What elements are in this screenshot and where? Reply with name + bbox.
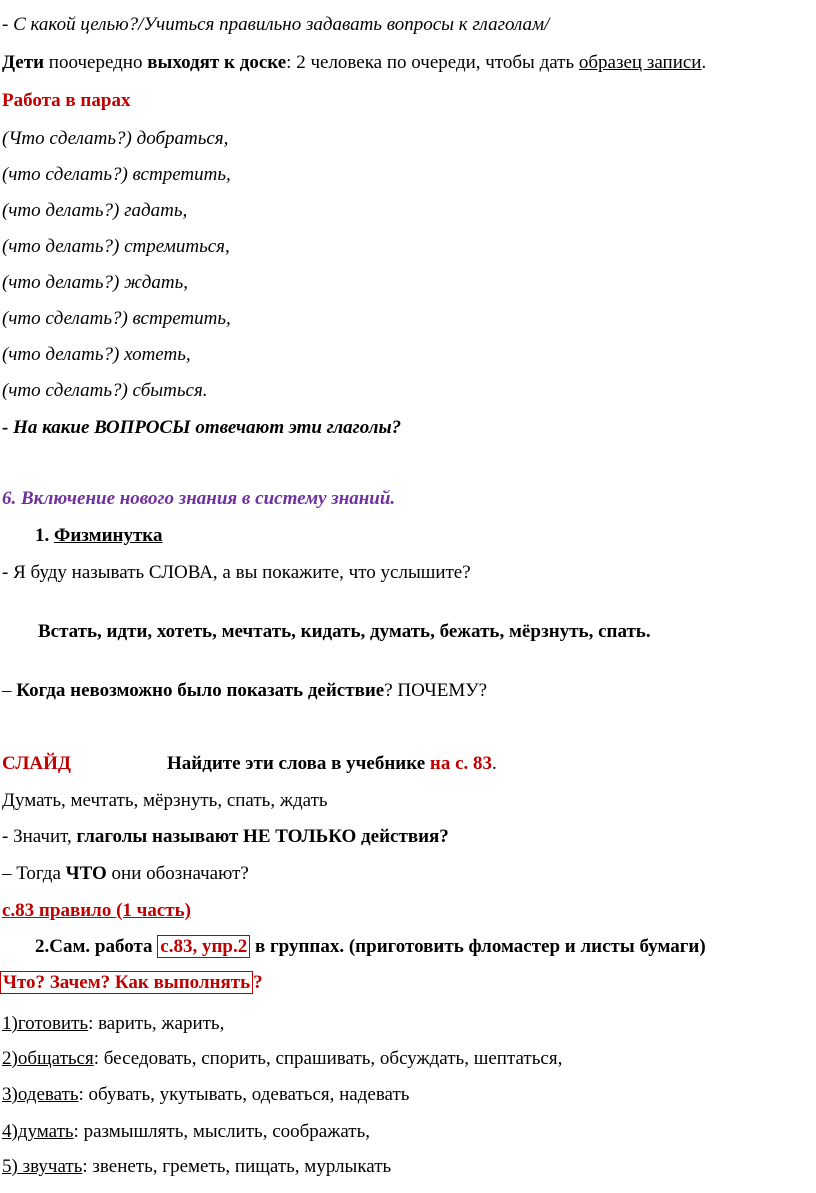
pairs-item: (что сделать?) встретить, bbox=[2, 164, 231, 185]
section6-heading: 6. Включение нового знания в систему знаний. bbox=[2, 488, 396, 509]
group-item bbox=[2, 1120, 370, 1144]
self-work-rest: в группах. (приготовить фломастер и листы бумаги) bbox=[250, 936, 706, 957]
slide-label: СЛАЙД bbox=[2, 753, 71, 774]
group-head: 1)готовить bbox=[2, 1013, 89, 1034]
instructions-rest: : 2 человека по очереди, чтобы дать bbox=[286, 52, 579, 73]
group-item bbox=[2, 1047, 562, 1071]
slide-period: . bbox=[492, 753, 497, 774]
group-rest: : звенеть, греметь, пищать, мурлыкать bbox=[82, 1156, 392, 1177]
group-rest: : обувать, укутывать, одеваться, надевать bbox=[78, 1084, 410, 1105]
words-to-find: Думать, мечтать, мёрзнуть, спать, ждать bbox=[2, 790, 328, 811]
then-rest: они обозначают? bbox=[106, 863, 249, 884]
then-prefix: – Тогда bbox=[2, 863, 66, 884]
verbs-question: - На какие ВОПРОСЫ отвечают эти глаголы? bbox=[2, 417, 402, 438]
pairs-item: (что делать?) хотеть, bbox=[2, 344, 191, 365]
group-item bbox=[2, 1083, 409, 1107]
task-questions-box: Что? Зачем? Как выполнять bbox=[0, 971, 253, 994]
sample-text: образец записи bbox=[578, 52, 702, 73]
then-bold: ЧТО bbox=[65, 863, 107, 884]
find-words-text: Найдите эти слова в учебнике bbox=[167, 753, 430, 774]
when-dash: – bbox=[2, 680, 17, 701]
so-line bbox=[2, 825, 449, 849]
group-head: 3)одевать bbox=[2, 1084, 79, 1105]
so-bold: глаголы называют НЕ ТОЛЬКО действия? bbox=[76, 826, 449, 847]
fizminutka-label: Физминутка bbox=[54, 525, 163, 546]
fizminutka-line bbox=[35, 524, 162, 548]
when-line bbox=[2, 679, 487, 703]
why-text: ? ПОЧЕМУ? bbox=[384, 680, 488, 701]
rule-reference: с.83 правило (1 часть) bbox=[2, 900, 191, 921]
group-head: 2)общаться bbox=[2, 1048, 94, 1069]
item1-number: 1. bbox=[35, 525, 54, 546]
group-item bbox=[2, 1155, 391, 1179]
goal-line: - С какой целью?/Учиться правильно задавать вопросы к глаголам/ bbox=[2, 14, 550, 35]
instructions-line bbox=[2, 51, 706, 75]
slide-line bbox=[2, 752, 497, 776]
children-word: Дети bbox=[2, 52, 45, 73]
say-words-line: - Я буду называть СЛОВА, а вы покажите, что услышите? bbox=[2, 562, 471, 583]
task-questions-mark: ? bbox=[253, 972, 263, 993]
self-work-label: 2.Сам. работа bbox=[35, 936, 158, 957]
pairs-item: (что делать?) гадать, bbox=[2, 200, 188, 221]
exercise-ref-box: с.83, упр.2 bbox=[157, 935, 250, 958]
pairs-item: (что делать?) ждать, bbox=[2, 272, 189, 293]
then-line bbox=[2, 862, 249, 886]
so-prefix: - Значит, bbox=[2, 826, 77, 847]
pairs-item: (что делать?) стремиться, bbox=[2, 236, 230, 257]
when-text: Когда невозможно было показать действие bbox=[16, 680, 385, 701]
go-board-text: выходят к доске bbox=[147, 52, 287, 73]
pairs-heading: Работа в парах bbox=[2, 90, 131, 111]
pairs-item: (Что сделать?) добраться, bbox=[2, 128, 229, 149]
group-item bbox=[2, 1012, 224, 1036]
pairs-item: (что сделать?) сбыться. bbox=[2, 380, 208, 401]
group-head: 5) звучать bbox=[2, 1156, 83, 1177]
group-rest: : размышлять, мыслить, соображать, bbox=[73, 1121, 371, 1142]
self-work-line bbox=[35, 935, 706, 959]
group-head: 4)думать bbox=[2, 1121, 74, 1142]
in-turn-text: поочередно bbox=[44, 52, 148, 73]
pairs-item: (что сделать?) встретить, bbox=[2, 308, 231, 329]
page-ref: на с. 83 bbox=[429, 753, 493, 774]
group-rest: : варить, жарить, bbox=[88, 1013, 225, 1034]
group-rest: : беседовать, спорить, спрашивать, обсуждать, шептаться, bbox=[93, 1048, 563, 1069]
words-list: Встать, идти, хотеть, мечтать, кидать, думать, бежать, мёрзнуть, спать. bbox=[38, 621, 651, 642]
task-questions-line bbox=[0, 971, 263, 995]
instructions-period: . bbox=[701, 52, 707, 73]
